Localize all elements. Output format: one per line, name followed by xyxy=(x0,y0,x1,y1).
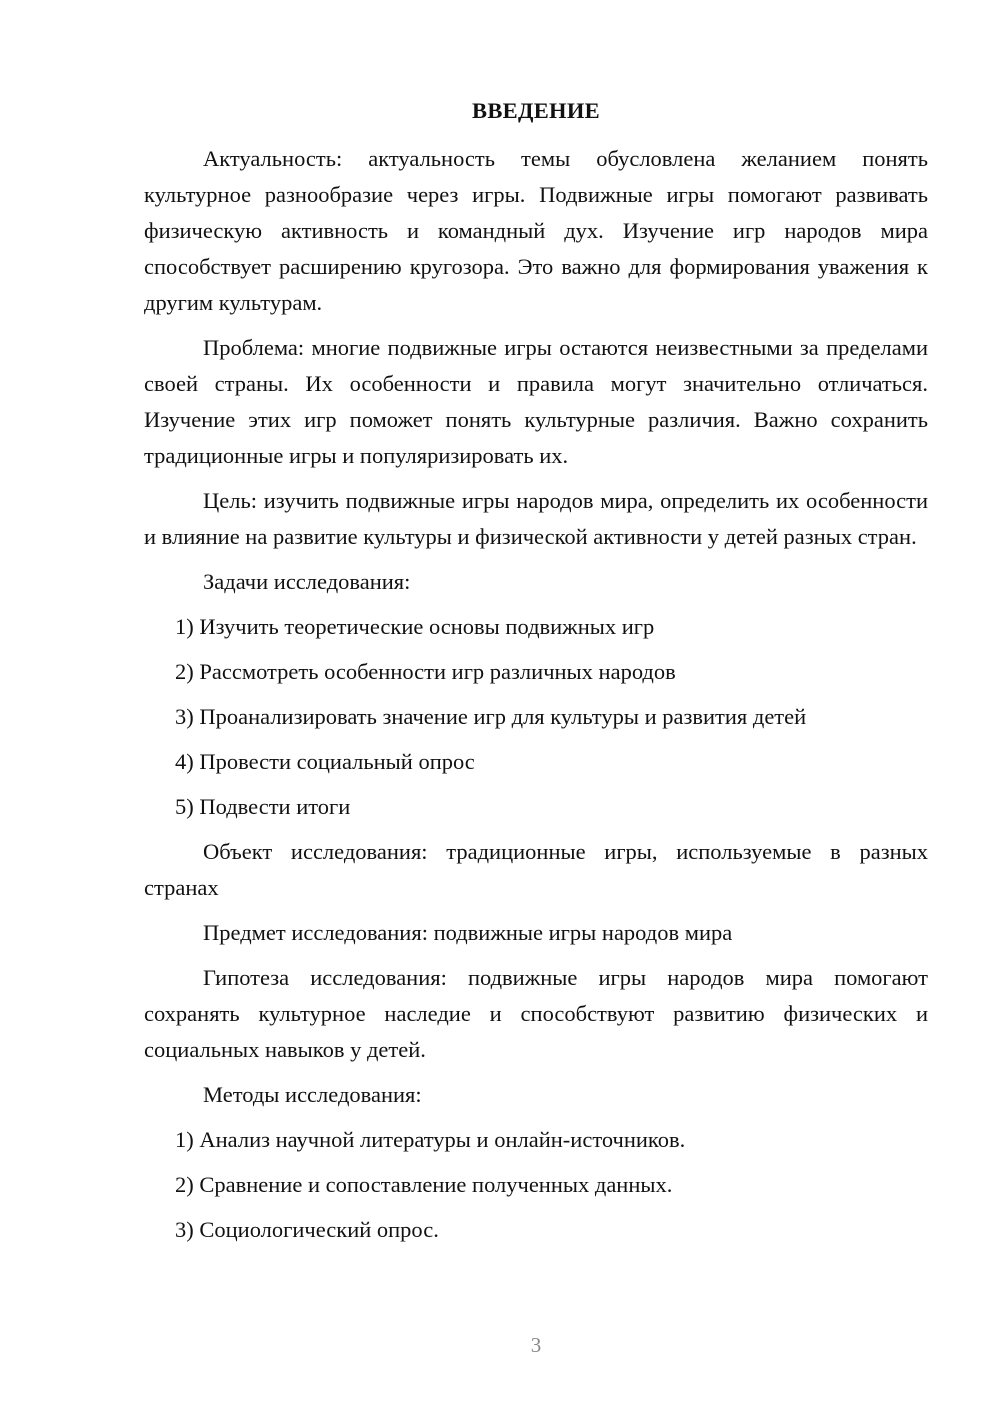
method-item: 2) Сравнение и сопоставление полученных данных. xyxy=(175,1172,673,1197)
hypothesis-paragraph: Гипотеза исследования: подвижные игры народов мира помогают сохранять культурное наследие и способствуют развитию физических и социальных навыков у детей. xyxy=(144,965,928,1062)
task-item: 5) Подвести итоги xyxy=(175,794,351,819)
relevance-paragraph: Актуальность: актуальность темы обусловлена желанием понять культурное разнообразие через игры. Подвижные игры помогают развивать физическую активность и командный дух. Изучение игр народов мира способствует расширению кругозора. Это важно для формирования уважения к другим культурам. xyxy=(144,146,928,315)
task-item: 4) Провести социальный опрос xyxy=(175,749,475,774)
tasks-title: Задачи исследования: xyxy=(203,569,411,594)
problem-paragraph: Проблема: многие подвижные игры остаются неизвестными за пределами своей страны. Их особенности и правила могут значительно отличаться. Изучение этих игр поможет понять культурные различия. Важно сохранить традиционные игры и популяризировать их. xyxy=(144,335,928,468)
task-item: 3) Проанализировать значение игр для культуры и развития детей xyxy=(175,704,807,729)
goal-paragraph: Цель: изучить подвижные игры народов мира, определить их особенности и влияние на развитие культуры и физической активности у детей разных стран. xyxy=(144,488,928,549)
subject-paragraph: Предмет исследования: подвижные игры народов мира xyxy=(203,920,733,945)
page-number: 3 xyxy=(530,1333,542,1357)
task-item: 1) Изучить теоретические основы подвижных игр xyxy=(175,614,655,639)
task-item: 2) Рассмотреть особенности игр различных народов xyxy=(175,659,676,684)
object-paragraph: Объект исследования: традиционные игры, используемые в разных странах xyxy=(144,839,928,900)
method-item: 3) Социологический опрос. xyxy=(175,1217,439,1242)
section-heading: ВВЕДЕНИЕ xyxy=(472,98,600,123)
methods-title: Методы исследования: xyxy=(203,1082,422,1107)
method-item: 1) Анализ научной литературы и онлайн-источников. xyxy=(175,1127,686,1152)
page-content xyxy=(144,93,928,1257)
